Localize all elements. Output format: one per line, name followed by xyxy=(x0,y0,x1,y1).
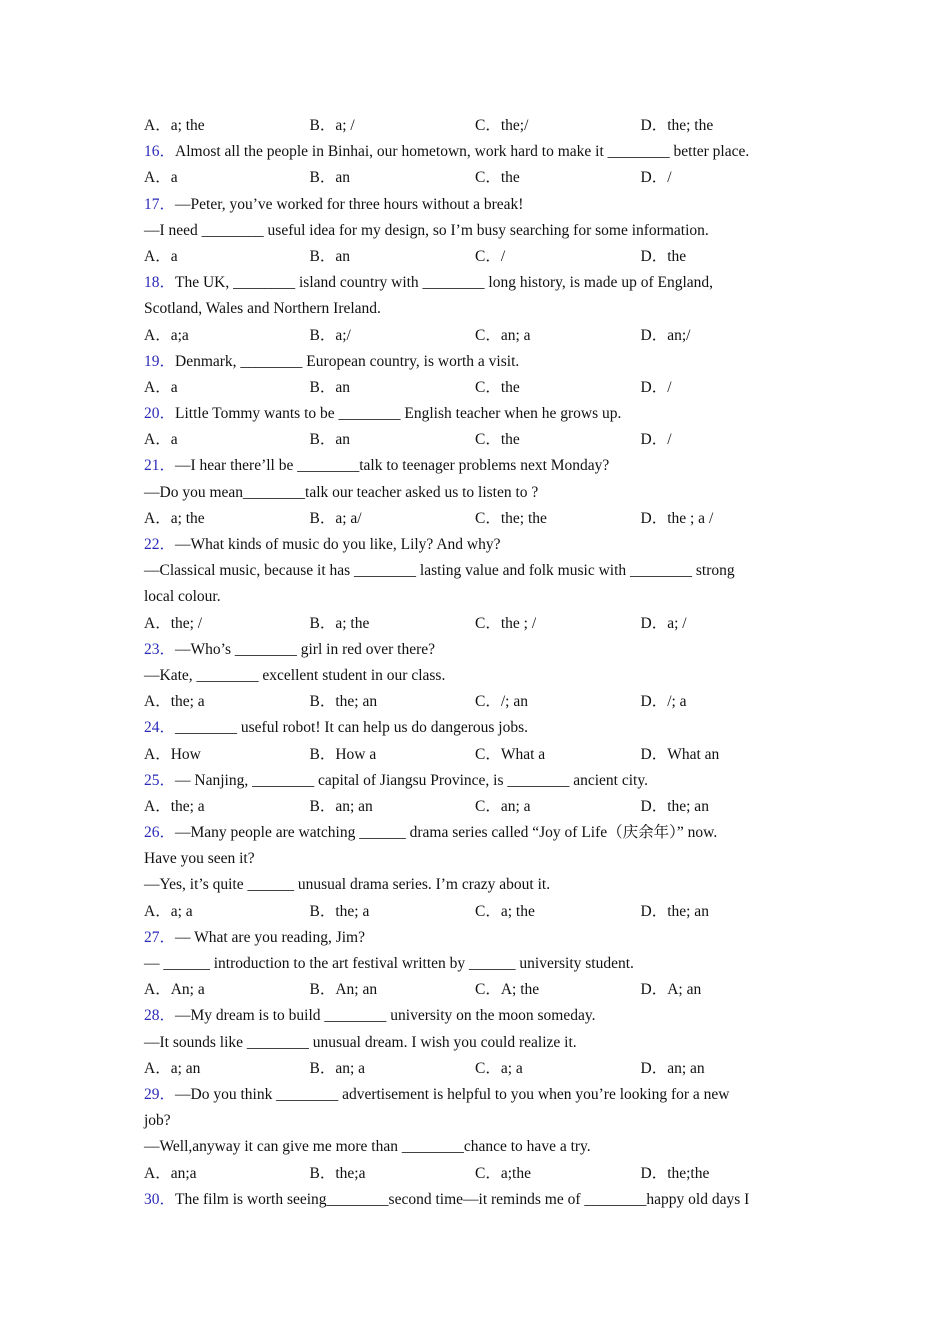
question-text: —I need ________ useful idea for my design, so I’m busy searching for some information. xyxy=(144,221,709,239)
answer-option: A．a; the xyxy=(144,509,205,527)
question-text: —Well,anyway it can give me more than ________chance to have a try. xyxy=(144,1138,591,1156)
question-text: local colour. xyxy=(144,588,221,606)
question-text: Have you seen it? xyxy=(144,850,255,868)
question-text: Denmark, ________ European country, is worth a visit. xyxy=(175,352,520,370)
question-number: 28． xyxy=(144,1007,176,1025)
question-text: ________ useful robot! It can help us do dangerous jobs. xyxy=(175,719,529,737)
answer-option: D．the xyxy=(640,247,687,265)
question-text: —Do you mean________talk our teacher asked us to listen to ? xyxy=(144,483,539,501)
question-text: — Nanjing, ________ capital of Jiangsu Province, is ________ ancient city. xyxy=(175,771,648,789)
answer-options xyxy=(144,742,804,768)
document-page xyxy=(144,113,804,1213)
answer-options xyxy=(144,165,804,191)
text-line xyxy=(144,1108,804,1134)
question-number: 21． xyxy=(144,457,176,475)
question-number: 19． xyxy=(144,352,176,370)
question-text: —Many people are watching ______ drama series called “Joy of Life（庆余年）” now. xyxy=(175,824,718,842)
answer-option: D．the; an xyxy=(640,797,709,815)
text-line xyxy=(144,1030,804,1056)
question-number: 29． xyxy=(144,1085,176,1103)
question-line xyxy=(144,925,804,951)
question-line xyxy=(144,192,804,218)
question-line xyxy=(144,532,804,558)
question-text: —Classical music, because it has ________ lasting value and folk music with ________ strong xyxy=(144,562,735,580)
answer-options xyxy=(144,899,804,925)
answer-option: C．/ xyxy=(475,247,506,265)
question-text: Almost all the people in Binhai, our hometown, work hard to make it ________ better place. xyxy=(175,143,750,161)
answer-options xyxy=(144,427,804,453)
answer-option: D．What an xyxy=(640,745,720,763)
question-text: — What are you reading, Jim? xyxy=(175,928,365,946)
question-number: 18． xyxy=(144,274,176,292)
answer-option: B．the; an xyxy=(309,693,378,711)
answer-options xyxy=(144,794,804,820)
answer-option: A．How xyxy=(144,745,201,763)
text-line xyxy=(144,872,804,898)
answer-option: D．/; a xyxy=(640,693,687,711)
answer-option: C．A; the xyxy=(475,981,540,999)
question-line xyxy=(144,453,804,479)
answer-option: B．an xyxy=(309,247,350,265)
answer-options xyxy=(144,611,804,637)
answer-option: D．/ xyxy=(640,431,672,449)
question-line xyxy=(144,401,804,427)
question-text: —It sounds like ________ unusual dream. I wish you could realize it. xyxy=(144,1033,577,1051)
answer-option: A．an;a xyxy=(144,1164,197,1182)
answer-options xyxy=(144,1161,804,1187)
text-line xyxy=(144,846,804,872)
answer-option: C．an; a xyxy=(475,797,531,815)
answer-option: D．an; an xyxy=(640,1059,705,1077)
text-line xyxy=(144,218,804,244)
answer-option: A．the; a xyxy=(144,797,205,815)
answer-option: A．a; the xyxy=(144,117,205,134)
question-text: — ______ introduction to the art festival written by ______ university student. xyxy=(144,955,634,972)
answer-option: A．the; a xyxy=(144,693,205,711)
answer-option: B．a; the xyxy=(309,614,370,632)
answer-option: A．An; a xyxy=(144,981,205,999)
question-line xyxy=(144,270,804,296)
question-line xyxy=(144,768,804,794)
question-line xyxy=(144,637,804,663)
answer-option: C．a; a xyxy=(475,1059,523,1077)
answer-option: B．the;a xyxy=(309,1164,366,1182)
answer-option: B．an xyxy=(309,431,350,449)
answer-option: D．the; an xyxy=(640,902,709,920)
answer-option: C．a; the xyxy=(475,902,535,920)
question-number: 25． xyxy=(144,771,176,789)
answer-option: B．How a xyxy=(309,745,377,763)
question-number: 27． xyxy=(144,928,176,946)
question-text: —Peter, you’ve worked for three hours without a break! xyxy=(175,195,524,213)
answer-option: D．an;/ xyxy=(640,326,691,344)
question-line xyxy=(144,1003,804,1029)
answer-options xyxy=(144,113,804,139)
answer-option: C．/; an xyxy=(475,693,528,711)
answer-options xyxy=(144,1056,804,1082)
question-text: —Who’s ________ girl in red over there? xyxy=(175,640,436,658)
question-text: —My dream is to build ________ university on the moon someday. xyxy=(175,1007,596,1025)
answer-option: B．An; an xyxy=(309,981,378,999)
answer-option: A．a; an xyxy=(144,1059,201,1077)
question-line xyxy=(144,1082,804,1108)
text-line xyxy=(144,663,804,689)
text-line xyxy=(144,480,804,506)
answer-option: A．a; a xyxy=(144,902,193,920)
answer-option: D．the; the xyxy=(640,117,714,134)
answer-option: C．What a xyxy=(475,745,546,763)
answer-option: A．a xyxy=(144,378,178,396)
question-number: 23． xyxy=(144,640,176,658)
answer-option: C．an; a xyxy=(475,326,531,344)
answer-option: A．the; / xyxy=(144,614,203,632)
question-text: —I hear there’ll be ________talk to teenager problems next Monday? xyxy=(175,457,610,475)
question-text: Scotland, Wales and Northern Ireland. xyxy=(144,300,381,318)
question-text: The film is worth seeing________second time—it reminds me of ________happy old days I xyxy=(175,1190,750,1208)
answer-option: D．A; an xyxy=(640,981,702,999)
text-line xyxy=(144,584,804,610)
answer-option: C．a;the xyxy=(475,1164,531,1182)
question-text: —Yes, it’s quite ______ unusual drama series. I’m crazy about it. xyxy=(144,876,551,894)
text-line xyxy=(144,1134,804,1160)
question-number: 30． xyxy=(144,1190,176,1208)
question-text: Little Tommy wants to be ________ English teacher when he grows up. xyxy=(175,405,622,423)
answer-option: C．the ; / xyxy=(475,614,537,632)
question-text: The UK, ________ island country with ________ long history, is made up of England, xyxy=(175,274,714,292)
question-line xyxy=(144,1187,804,1213)
text-line xyxy=(144,558,804,584)
answer-option: B．the; a xyxy=(309,902,370,920)
question-text: —Do you think ________ advertisement is helpful to you when you’re looking for a new xyxy=(175,1085,730,1103)
answer-option: D．the ; a / xyxy=(640,509,714,527)
question-number: 20． xyxy=(144,405,176,423)
text-line xyxy=(144,951,804,977)
question-line xyxy=(144,715,804,741)
answer-option: B．a;/ xyxy=(309,326,351,344)
answer-option: D．/ xyxy=(640,169,672,187)
answer-option: D．the;the xyxy=(640,1164,710,1182)
question-number: 17． xyxy=(144,195,176,213)
answer-option: B．a; / xyxy=(309,117,355,134)
answer-options xyxy=(144,506,804,532)
answer-option: C．the xyxy=(475,378,520,396)
question-text: —Kate, ________ excellent student in our class. xyxy=(144,666,446,684)
answer-option: A．a xyxy=(144,247,178,265)
answer-option: C．the xyxy=(475,169,520,187)
text-line xyxy=(144,296,804,322)
answer-option: D．/ xyxy=(640,378,672,396)
answer-options xyxy=(144,689,804,715)
question-number: 16． xyxy=(144,143,176,161)
answer-options xyxy=(144,977,804,1003)
answer-options xyxy=(144,244,804,270)
answer-option: D．a; / xyxy=(640,614,687,632)
answer-option: B．a; a/ xyxy=(309,509,362,527)
answer-option: B．an; a xyxy=(309,1059,366,1077)
question-line xyxy=(144,349,804,375)
answer-option: C．the;/ xyxy=(475,117,529,134)
answer-option: B．an xyxy=(309,378,350,396)
answer-option: A．a xyxy=(144,431,178,449)
answer-options xyxy=(144,323,804,349)
answer-option: A．a xyxy=(144,169,178,187)
answer-option: A．a;a xyxy=(144,326,189,344)
answer-options xyxy=(144,375,804,401)
answer-option: C．the xyxy=(475,431,520,449)
question-number: 22． xyxy=(144,536,176,553)
question-number: 24． xyxy=(144,719,176,737)
question-number: 26． xyxy=(144,824,176,842)
answer-option: B．an xyxy=(309,169,350,187)
answer-option: B．an; an xyxy=(309,797,373,815)
question-text: job? xyxy=(144,1112,171,1130)
question-text: —What kinds of music do you like, Lily? And why? xyxy=(175,536,501,553)
question-line xyxy=(144,139,804,165)
answer-option: C．the; the xyxy=(475,509,547,527)
question-line xyxy=(144,820,804,846)
